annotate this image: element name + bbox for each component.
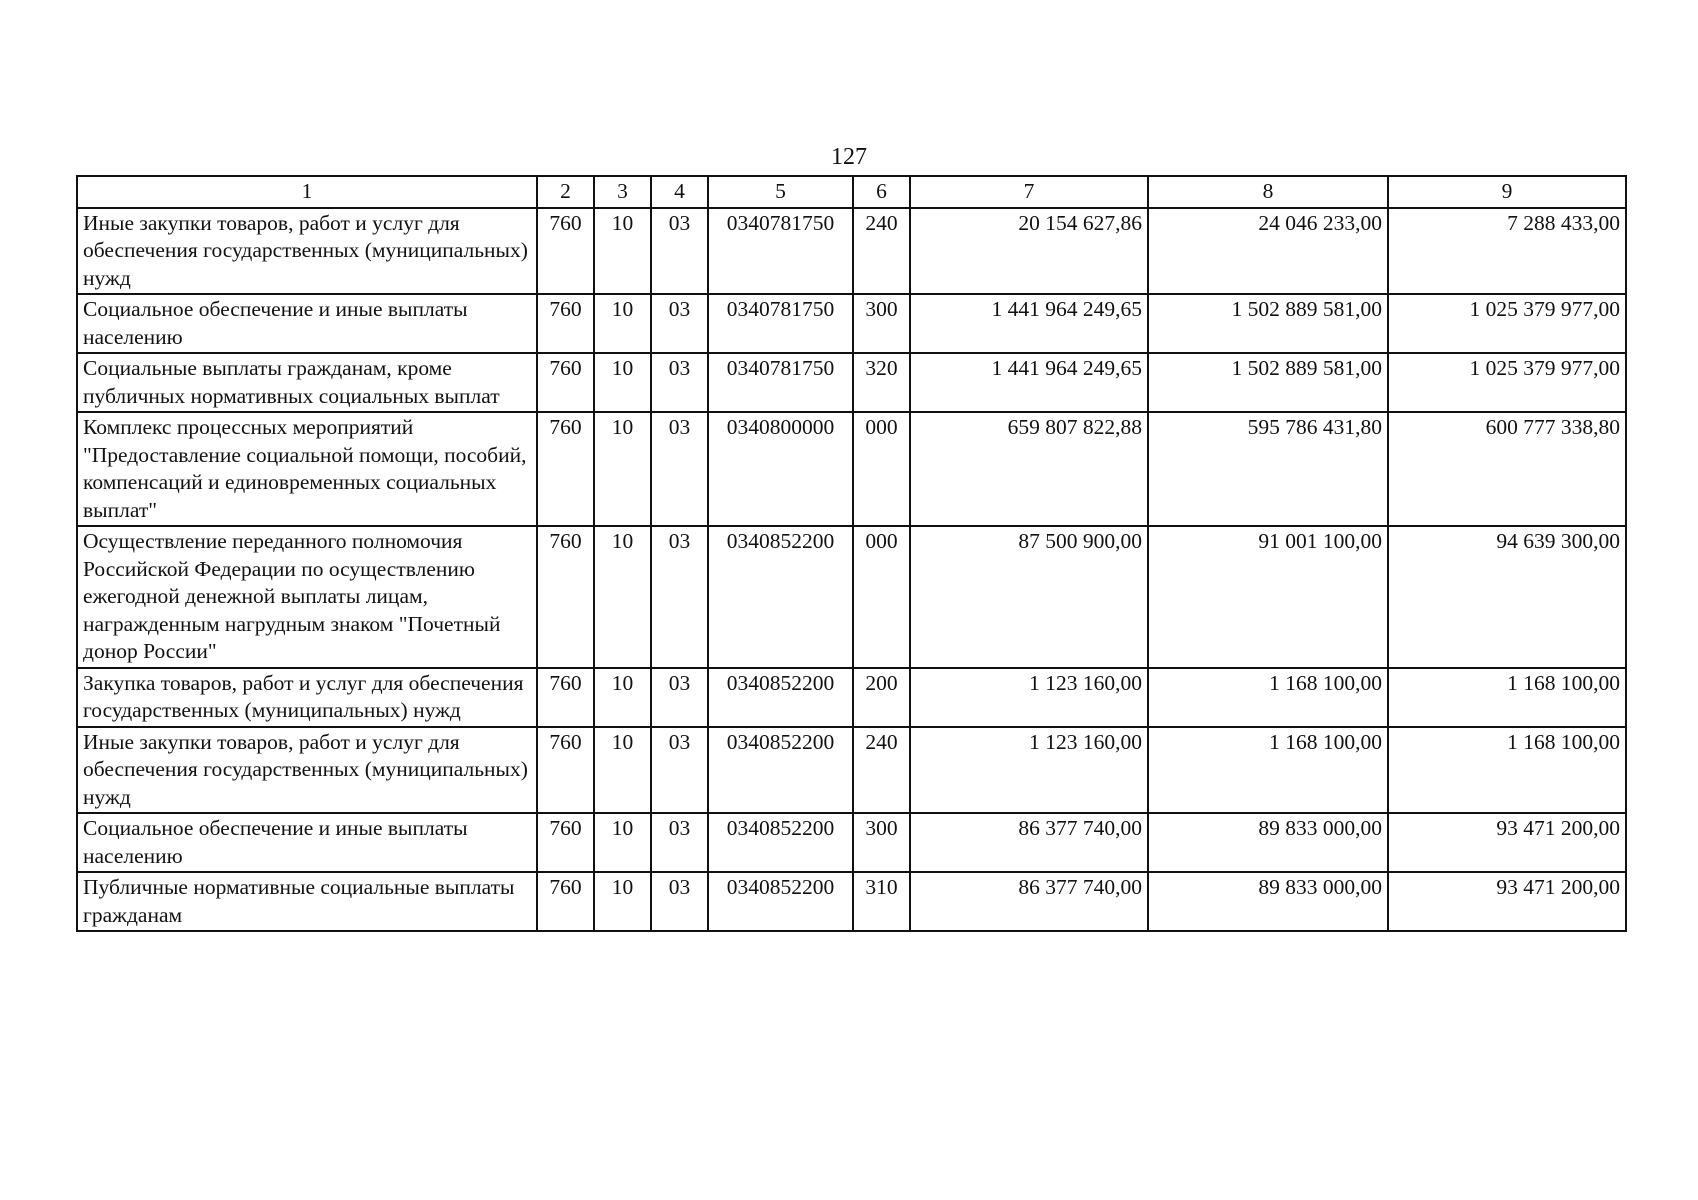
ministry-code: 760 <box>537 813 594 872</box>
row-name: Социальное обеспечение и иные выплаты населению <box>77 294 537 353</box>
amount-col9: 1 168 100,00 <box>1388 727 1626 814</box>
amount-col7: 1 123 160,00 <box>910 727 1148 814</box>
expense-type-code: 300 <box>853 294 910 353</box>
amount-col7: 659 807 822,88 <box>910 412 1148 526</box>
column-header: 2 <box>537 176 594 208</box>
row-name: Иные закупки товаров, работ и услуг для обеспечения государственных (муниципальных) нужд <box>77 727 537 814</box>
table-row <box>77 412 1626 526</box>
amount-col7: 86 377 740,00 <box>910 813 1148 872</box>
amount-col9: 1 168 100,00 <box>1388 668 1626 727</box>
column-header: 8 <box>1148 176 1388 208</box>
section-code: 10 <box>594 208 651 295</box>
column-header: 3 <box>594 176 651 208</box>
ministry-code: 760 <box>537 353 594 412</box>
target-article-code: 0340781750 <box>708 353 853 412</box>
ministry-code: 760 <box>537 526 594 668</box>
subsection-code: 03 <box>651 727 708 814</box>
amount-col9: 7 288 433,00 <box>1388 208 1626 295</box>
subsection-code: 03 <box>651 526 708 668</box>
section-code: 10 <box>594 412 651 526</box>
amount-col8: 1 502 889 581,00 <box>1148 294 1388 353</box>
row-name: Публичные нормативные социальные выплаты гражданам <box>77 872 537 931</box>
table-row <box>77 208 1626 295</box>
amount-col8: 24 046 233,00 <box>1148 208 1388 295</box>
subsection-code: 03 <box>651 668 708 727</box>
ministry-code: 760 <box>537 208 594 295</box>
target-article-code: 0340852200 <box>708 727 853 814</box>
header-row <box>77 176 1626 208</box>
target-article-code: 0340781750 <box>708 208 853 295</box>
amount-col8: 1 168 100,00 <box>1148 668 1388 727</box>
table-row <box>77 294 1626 353</box>
row-name: Комплекс процессных мероприятий "Предоставление социальной помощи, пособий, компенсаций и единовременных социальных выплат" <box>77 412 537 526</box>
ministry-code: 760 <box>537 872 594 931</box>
amount-col9: 1 025 379 977,00 <box>1388 353 1626 412</box>
section-code: 10 <box>594 668 651 727</box>
section-code: 10 <box>594 813 651 872</box>
amount-col9: 94 639 300,00 <box>1388 526 1626 668</box>
expense-type-code: 320 <box>853 353 910 412</box>
amount-col8: 595 786 431,80 <box>1148 412 1388 526</box>
section-code: 10 <box>594 727 651 814</box>
target-article-code: 0340852200 <box>708 526 853 668</box>
amount-col9: 93 471 200,00 <box>1388 872 1626 931</box>
table-row <box>77 526 1626 668</box>
column-header: 5 <box>708 176 853 208</box>
expense-type-code: 000 <box>853 412 910 526</box>
table-row <box>77 353 1626 412</box>
table-row <box>77 813 1626 872</box>
section-code: 10 <box>594 353 651 412</box>
target-article-code: 0340800000 <box>708 412 853 526</box>
table-row <box>77 668 1626 727</box>
row-name: Иные закупки товаров, работ и услуг для обеспечения государственных (муниципальных) нужд <box>77 208 537 295</box>
ministry-code: 760 <box>537 668 594 727</box>
expense-type-code: 310 <box>853 872 910 931</box>
column-header: 1 <box>77 176 537 208</box>
target-article-code: 0340852200 <box>708 872 853 931</box>
ministry-code: 760 <box>537 727 594 814</box>
column-header: 9 <box>1388 176 1626 208</box>
ministry-code: 760 <box>537 412 594 526</box>
amount-col7: 1 441 964 249,65 <box>910 294 1148 353</box>
amount-col7: 87 500 900,00 <box>910 526 1148 668</box>
subsection-code: 03 <box>651 872 708 931</box>
amount-col8: 89 833 000,00 <box>1148 872 1388 931</box>
subsection-code: 03 <box>651 294 708 353</box>
expense-type-code: 200 <box>853 668 910 727</box>
expense-type-code: 000 <box>853 526 910 668</box>
expense-type-code: 240 <box>853 208 910 295</box>
subsection-code: 03 <box>651 208 708 295</box>
ministry-code: 760 <box>537 294 594 353</box>
amount-col8: 1 168 100,00 <box>1148 727 1388 814</box>
amount-col7: 1 123 160,00 <box>910 668 1148 727</box>
target-article-code: 0340852200 <box>708 813 853 872</box>
amount-col7: 1 441 964 249,65 <box>910 353 1148 412</box>
amount-col8: 1 502 889 581,00 <box>1148 353 1388 412</box>
column-header: 6 <box>853 176 910 208</box>
target-article-code: 0340852200 <box>708 668 853 727</box>
expense-type-code: 300 <box>853 813 910 872</box>
amount-col7: 86 377 740,00 <box>910 872 1148 931</box>
amount-col9: 600 777 338,80 <box>1388 412 1626 526</box>
subsection-code: 03 <box>651 813 708 872</box>
amount-col7: 20 154 627,86 <box>910 208 1148 295</box>
section-code: 10 <box>594 526 651 668</box>
subsection-code: 03 <box>651 353 708 412</box>
amount-col9: 93 471 200,00 <box>1388 813 1626 872</box>
page-number: 127 <box>831 144 867 170</box>
amount-col9: 1 025 379 977,00 <box>1388 294 1626 353</box>
subsection-code: 03 <box>651 412 708 526</box>
table-row <box>77 727 1626 814</box>
row-name: Осуществление переданного полномочия Российской Федерации по осуществлению ежегодной денежной выплаты лицам, награжденным нагрудным знаком "Почетный донор России" <box>77 526 537 668</box>
section-code: 10 <box>594 872 651 931</box>
amount-col8: 91 001 100,00 <box>1148 526 1388 668</box>
section-code: 10 <box>594 294 651 353</box>
column-header: 4 <box>651 176 708 208</box>
expense-type-code: 240 <box>853 727 910 814</box>
row-name: Закупка товаров, работ и услуг для обеспечения государственных (муниципальных) нужд <box>77 668 537 727</box>
budget-table <box>76 175 1627 932</box>
target-article-code: 0340781750 <box>708 294 853 353</box>
amount-col8: 89 833 000,00 <box>1148 813 1388 872</box>
row-name: Социальные выплаты гражданам, кроме публичных нормативных социальных выплат <box>77 353 537 412</box>
column-header: 7 <box>910 176 1148 208</box>
row-name: Социальное обеспечение и иные выплаты населению <box>77 813 537 872</box>
table-row <box>77 872 1626 931</box>
